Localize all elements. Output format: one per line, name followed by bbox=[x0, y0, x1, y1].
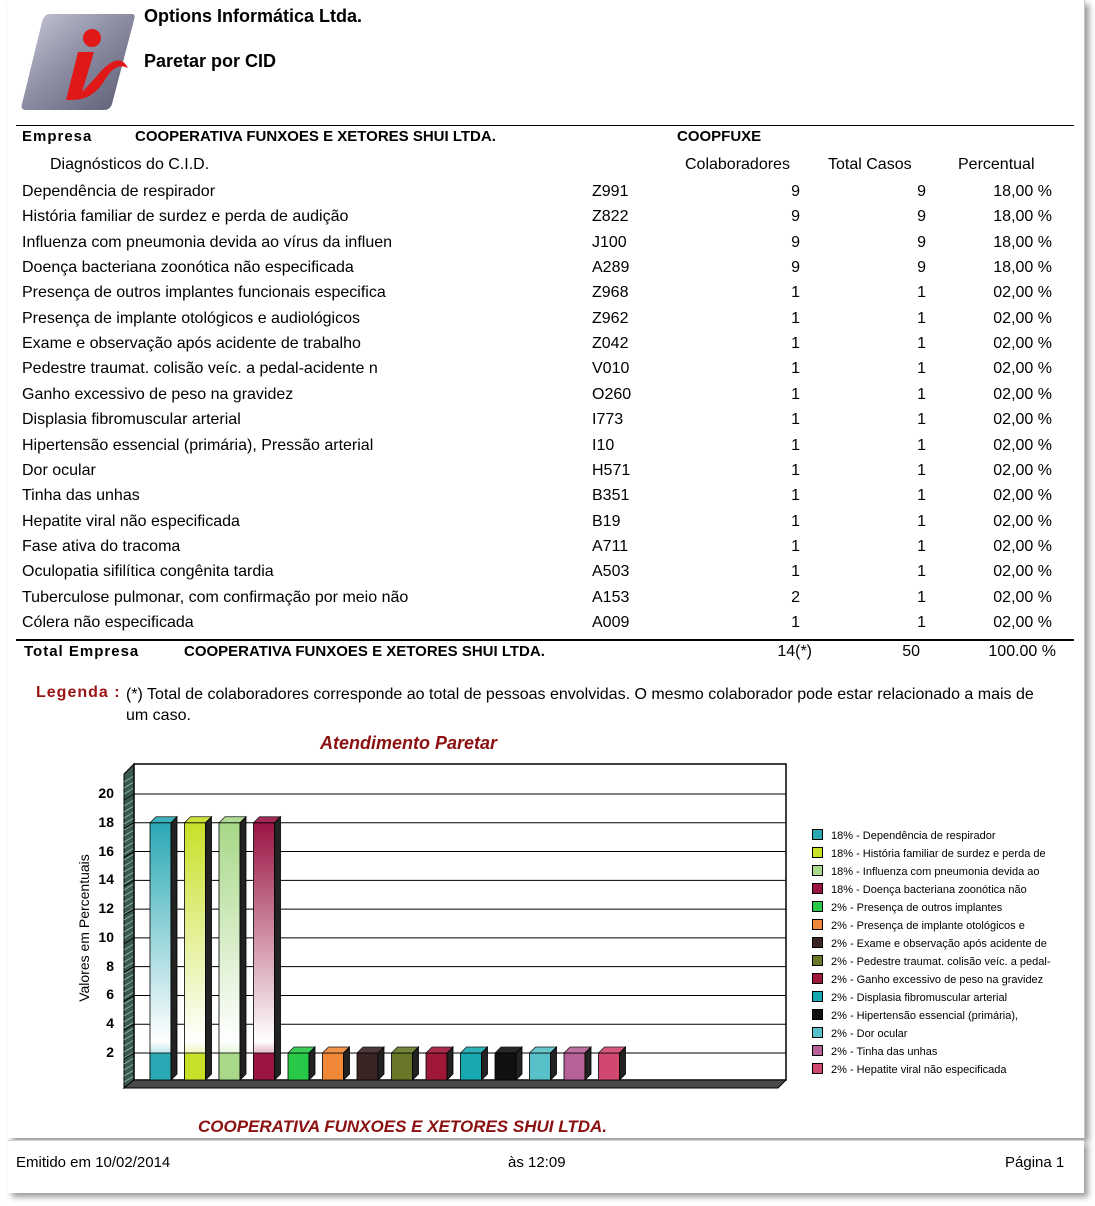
cid-code: Z042 bbox=[592, 335, 629, 353]
total-casos-value: 1 bbox=[917, 461, 926, 479]
table-row bbox=[8, 589, 1084, 614]
total-casos-value: 1 bbox=[917, 360, 926, 378]
diagnosis-description: Dor ocular bbox=[22, 461, 96, 479]
chart-legend-item bbox=[812, 1027, 907, 1040]
total-label: Total Empresa bbox=[24, 643, 140, 660]
colaboradores-value: 9 bbox=[791, 183, 800, 200]
legend-swatch bbox=[812, 919, 823, 930]
total-casos-value: 9 bbox=[917, 208, 926, 226]
colaboradores-value: 1 bbox=[791, 613, 800, 631]
chart-legend-item bbox=[812, 1063, 1006, 1076]
chart-title: Atendimento Paretar bbox=[320, 733, 498, 753]
total-casos-value: 9 bbox=[917, 233, 926, 251]
legend-label: Legenda : bbox=[36, 684, 121, 701]
legend-swatch bbox=[812, 1027, 823, 1038]
column-header-total-casos: Total Casos bbox=[828, 156, 912, 173]
diagnosis-description: Pedestre traumat. colisão veíc. a pedal-acidente n bbox=[22, 360, 378, 378]
diagnosis-description: Oculopatia sifilítica congênita tardia bbox=[22, 563, 274, 581]
header-divider bbox=[16, 125, 1074, 126]
table-row bbox=[8, 563, 1084, 588]
percentual-value: 02,00 % bbox=[993, 512, 1052, 530]
table-row bbox=[8, 538, 1084, 563]
cid-code: B351 bbox=[592, 487, 630, 505]
chart-y-axis-label: Valores em Percentuais bbox=[76, 854, 92, 1002]
diagnosis-description: Presença de implante otológicos e audiológicos bbox=[22, 309, 360, 327]
legend-label: 18% - Dependência de respirador bbox=[831, 830, 996, 842]
total-casos-value: 1 bbox=[917, 563, 926, 581]
legend-swatch bbox=[812, 937, 823, 948]
cid-code: A503 bbox=[592, 563, 630, 581]
legend-swatch bbox=[812, 1009, 823, 1020]
colaboradores-value: 1 bbox=[791, 563, 800, 581]
cid-code: H571 bbox=[592, 461, 631, 479]
table-row bbox=[8, 259, 1084, 284]
chart-bar bbox=[254, 817, 281, 1080]
percentual-value: 18,00 % bbox=[993, 208, 1052, 226]
percentual-value: 02,00 % bbox=[993, 563, 1052, 581]
table-row bbox=[8, 208, 1084, 233]
chart-legend-item bbox=[812, 973, 1043, 986]
diagnosis-description: Exame e observação após acidente de trabalho bbox=[22, 335, 361, 353]
chart-legend-item bbox=[812, 991, 1007, 1004]
legend-label: 2% - Pedestre traumat. colisão veíc. a pedal- bbox=[831, 956, 1051, 968]
chart-bar bbox=[461, 1047, 488, 1080]
legend-label: 2% - Exame e observação após acidente de bbox=[831, 938, 1047, 950]
total-colaboradores: 14(*) bbox=[777, 643, 812, 660]
table-row bbox=[8, 614, 1084, 639]
table-row bbox=[8, 462, 1084, 487]
total-casos-value: 1 bbox=[917, 487, 926, 505]
chart-legend-item bbox=[812, 919, 1025, 932]
table-row bbox=[8, 310, 1084, 335]
percentual-value: 18,00 % bbox=[993, 233, 1052, 251]
percentual-value: 02,00 % bbox=[993, 487, 1052, 505]
chart-subtitle: COOPERATIVA FUNXOES E XETORES SHUI LTDA. bbox=[198, 1117, 607, 1136]
table-row bbox=[8, 284, 1084, 309]
diagnosis-description: Hipertensão essencial (primária), Pressão arterial bbox=[22, 436, 374, 454]
total-empresa-name: COOPERATIVA FUNXOES E XETORES SHUI LTDA. bbox=[184, 643, 545, 660]
table-row bbox=[8, 360, 1084, 385]
chart-bar bbox=[564, 1047, 591, 1080]
total-casos: 50 bbox=[902, 643, 920, 660]
chart-bar bbox=[219, 817, 246, 1080]
cid-code: A009 bbox=[592, 613, 630, 631]
chart-legend-item bbox=[812, 883, 1027, 896]
colaboradores-value: 1 bbox=[791, 385, 800, 403]
report-title: Paretar por CID bbox=[144, 51, 277, 71]
footer-page-number: Página 1 bbox=[1005, 1154, 1065, 1171]
legend-swatch bbox=[812, 901, 823, 912]
chart-y-tick-label: 12 bbox=[98, 900, 114, 917]
percentual-value: 02,00 % bbox=[993, 360, 1052, 378]
diagnosis-description: Ganho excessivo de peso na gravidez bbox=[22, 385, 294, 403]
table-row bbox=[8, 437, 1084, 462]
total-casos-value: 1 bbox=[917, 512, 926, 530]
percentual-value: 02,00 % bbox=[993, 613, 1052, 631]
cid-code: A289 bbox=[592, 259, 630, 277]
chart-legend-item bbox=[812, 937, 1047, 950]
total-casos-value: 1 bbox=[917, 613, 926, 631]
chart-y-tick-label: 18 bbox=[98, 813, 114, 830]
chart-bar bbox=[185, 817, 212, 1080]
company-name: Options Informática Ltda. bbox=[144, 6, 363, 26]
empresa-name: COOPERATIVA FUNXOES E XETORES SHUI LTDA. bbox=[135, 128, 496, 145]
legend-swatch bbox=[812, 973, 823, 984]
percentual-value: 02,00 % bbox=[993, 461, 1052, 479]
percentual-value: 02,00 % bbox=[993, 284, 1052, 302]
cid-code: I773 bbox=[592, 411, 624, 429]
diagnosis-description: Presença de outros implantes funcionais especifica bbox=[22, 284, 386, 302]
colaboradores-value: 1 bbox=[791, 284, 800, 302]
chart-legend-item bbox=[812, 829, 996, 842]
cid-code: J100 bbox=[592, 233, 627, 251]
colaboradores-value: 1 bbox=[791, 436, 800, 454]
total-casos-value: 1 bbox=[917, 309, 926, 327]
table-row bbox=[8, 513, 1084, 538]
table-row bbox=[8, 411, 1084, 436]
legend-label: 2% - Presença de implante otológicos e bbox=[831, 920, 1025, 932]
footer-emitted: Emitido em 10/02/2014 bbox=[16, 1154, 171, 1171]
legend-swatch bbox=[812, 955, 823, 966]
cid-code: B19 bbox=[592, 512, 621, 530]
percentual-value: 02,00 % bbox=[993, 436, 1052, 454]
empresa-label: Empresa bbox=[22, 128, 93, 145]
total-casos-value: 9 bbox=[917, 183, 926, 200]
legend-label: 18% - Influenza com pneumonia devida ao bbox=[831, 866, 1040, 878]
legend-label: 2% - Tinha das unhas bbox=[831, 1046, 938, 1058]
chart-bar bbox=[599, 1047, 626, 1080]
percentual-value: 02,00 % bbox=[993, 537, 1052, 555]
legend-label: 2% - Presença de outros implantes bbox=[831, 902, 1003, 914]
total-casos-value: 1 bbox=[917, 284, 926, 302]
company-logo bbox=[20, 8, 136, 112]
legend-swatch bbox=[812, 1063, 823, 1074]
diagnosis-description: Doença bacteriana zoonótica não especificada bbox=[22, 259, 354, 277]
chart-bar bbox=[392, 1047, 419, 1080]
legend-swatch bbox=[812, 865, 823, 876]
table-row bbox=[8, 183, 1084, 208]
legend-label: 18% - Doença bacteriana zoonótica não bbox=[831, 884, 1027, 896]
diagnosis-description: Tuberculose pulmonar, com confirmação por meio não bbox=[22, 588, 409, 606]
column-header-diagnosticos: Diagnósticos do C.I.D. bbox=[50, 156, 210, 173]
table-row bbox=[8, 487, 1084, 512]
bar-chart bbox=[108, 756, 788, 1092]
colaboradores-value: 2 bbox=[791, 588, 800, 606]
total-casos-value: 1 bbox=[917, 537, 926, 555]
legend-swatch bbox=[812, 883, 823, 894]
chart-y-tick-label: 16 bbox=[98, 842, 114, 859]
colaboradores-value: 1 bbox=[791, 461, 800, 479]
total-casos-value: 1 bbox=[917, 436, 926, 454]
chart-y-tick-label: 10 bbox=[98, 928, 114, 945]
chart-bar bbox=[288, 1047, 315, 1080]
chart-legend-item bbox=[812, 1045, 937, 1058]
chart-legend-item bbox=[812, 1009, 1018, 1022]
chart-legend-item bbox=[812, 865, 1040, 878]
table-row bbox=[8, 386, 1084, 411]
percentual-value: 02,00 % bbox=[993, 588, 1052, 606]
chart-bar bbox=[150, 817, 177, 1080]
chart-floor bbox=[124, 1080, 786, 1088]
colaboradores-value: 1 bbox=[791, 411, 800, 429]
colaboradores-value: 9 bbox=[791, 233, 800, 251]
chart-legend-item bbox=[812, 847, 1046, 860]
percentual-value: 02,00 % bbox=[993, 335, 1052, 353]
table-row bbox=[8, 234, 1084, 259]
diagnosis-description: História familiar de surdez e perda de audição bbox=[22, 208, 349, 226]
total-casos-value: 1 bbox=[917, 588, 926, 606]
chart-y-tick-label: 2 bbox=[106, 1044, 114, 1060]
legend-label: 2% - Hipertensão essencial (primária), bbox=[831, 1010, 1019, 1022]
cid-code: I10 bbox=[592, 436, 615, 454]
chart-y-tick-label: 8 bbox=[106, 957, 114, 974]
chart-bar bbox=[495, 1047, 522, 1080]
colaboradores-value: 1 bbox=[791, 512, 800, 530]
legend-swatch bbox=[812, 847, 823, 858]
colaboradores-value: 1 bbox=[791, 309, 800, 327]
legend-label: 2% - Hepatite viral não especificada bbox=[831, 1064, 1007, 1076]
cid-code: O260 bbox=[592, 385, 632, 403]
legend-swatch bbox=[812, 1045, 823, 1056]
diagnosis-description: Fase ativa do tracoma bbox=[22, 537, 181, 555]
diagnosis-description: Dependência de respirador bbox=[22, 183, 216, 200]
diagnosis-description: Displasia fibromuscular arterial bbox=[22, 411, 241, 429]
cid-code: V010 bbox=[592, 360, 630, 378]
chart-y-tick-label: 20 bbox=[98, 785, 114, 801]
chart-bar bbox=[357, 1047, 384, 1080]
total-percentual: 100.00 % bbox=[988, 643, 1056, 660]
column-header-percentual: Percentual bbox=[958, 156, 1035, 173]
legend-swatch bbox=[812, 829, 823, 840]
colaboradores-value: 1 bbox=[791, 487, 800, 505]
chart-y-tick-label: 4 bbox=[106, 1015, 114, 1032]
cid-code: Z822 bbox=[592, 208, 629, 226]
colaboradores-value: 1 bbox=[791, 335, 800, 353]
legend-text: (*) Total de colaboradores corresponde ao total de pessoas envolvidas. O mesmo colaborador pode estar relacionado a mais de um caso. bbox=[126, 686, 1034, 724]
percentual-value: 02,00 % bbox=[993, 309, 1052, 327]
total-casos-value: 9 bbox=[917, 259, 926, 277]
footer-time: às 12:09 bbox=[508, 1154, 566, 1171]
diagnosis-description: Tinha das unhas bbox=[22, 487, 140, 505]
colaboradores-value: 1 bbox=[791, 360, 800, 378]
chart-legend-item bbox=[812, 955, 1051, 968]
chart-bar bbox=[426, 1047, 453, 1080]
table-row bbox=[8, 335, 1084, 360]
total-casos-value: 1 bbox=[917, 335, 926, 353]
cid-code: Z962 bbox=[592, 309, 629, 327]
cid-code: A711 bbox=[592, 537, 629, 555]
legend-label: 2% - Ganho excessivo de peso na gravidez bbox=[831, 974, 1044, 986]
cid-code: A153 bbox=[592, 588, 630, 606]
chart-bar bbox=[530, 1047, 557, 1080]
total-casos-value: 1 bbox=[917, 411, 926, 429]
chart-y-tick-label: 14 bbox=[98, 871, 114, 888]
legend-label: 18% - História familiar de surdez e perda de bbox=[831, 848, 1046, 860]
diagnosis-description: Cólera não especificada bbox=[22, 613, 194, 631]
total-divider bbox=[16, 639, 1074, 641]
chart-bar bbox=[323, 1047, 350, 1080]
cid-code: Z991 bbox=[592, 183, 629, 200]
percentual-value: 18,00 % bbox=[993, 259, 1052, 277]
percentual-value: 18,00 % bbox=[993, 183, 1052, 200]
chart-legend-item bbox=[812, 901, 1002, 914]
cid-code: Z968 bbox=[592, 284, 629, 302]
diagnosis-description: Influenza com pneumonia devida ao vírus da influen bbox=[22, 233, 393, 251]
colaboradores-value: 1 bbox=[791, 537, 800, 555]
legend-label: 2% - Displasia fibromuscular arterial bbox=[831, 992, 1008, 1004]
percentual-value: 02,00 % bbox=[993, 385, 1052, 403]
legend-label: 2% - Dor ocular bbox=[831, 1028, 908, 1040]
percentual-value: 02,00 % bbox=[993, 411, 1052, 429]
colaboradores-value: 9 bbox=[791, 208, 800, 226]
colaboradores-value: 9 bbox=[791, 259, 800, 277]
total-casos-value: 1 bbox=[917, 385, 926, 403]
chart-y-tick-label: 6 bbox=[106, 986, 114, 1003]
column-header-colaboradores: Colaboradores bbox=[685, 156, 790, 173]
empresa-code: COOPFUXE bbox=[677, 128, 762, 145]
diagnosis-description: Hepatite viral não especificada bbox=[22, 512, 240, 530]
legend-swatch bbox=[812, 991, 823, 1002]
report-page bbox=[8, 0, 1085, 1138]
